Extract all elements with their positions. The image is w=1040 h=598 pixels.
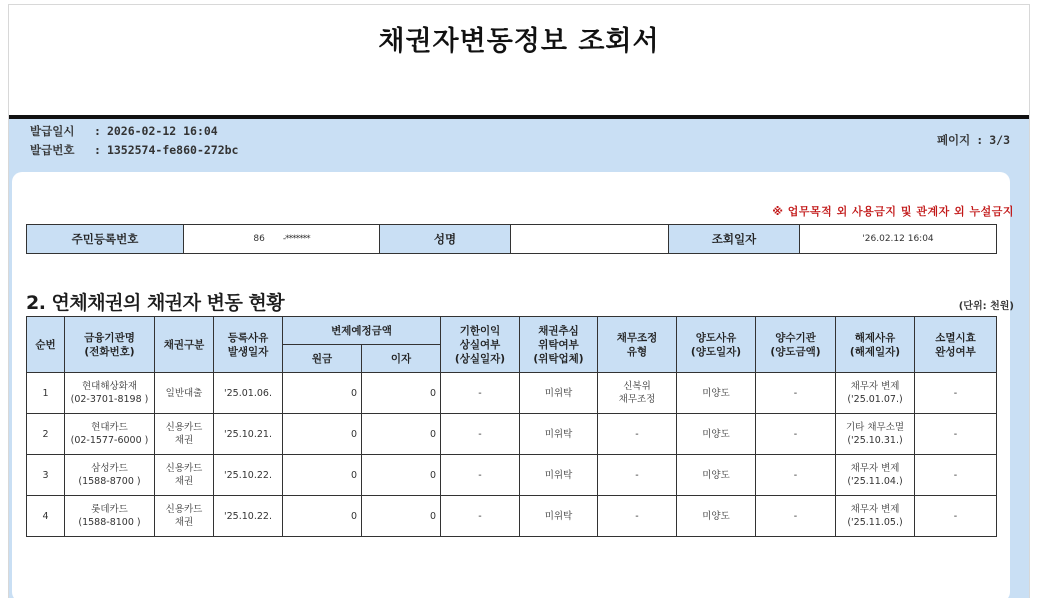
cell-bond-type (155, 455, 214, 496)
inquiry-date-value: '26.02.12 16:04 (800, 225, 997, 254)
header-transferee-l2: (양도금액) (770, 345, 821, 358)
cell-prescription: - (915, 455, 997, 496)
bond-type-l2: 채권 (174, 435, 194, 446)
cell-acceleration: - (441, 455, 520, 496)
release-l2: ('25.11.04.) (847, 476, 903, 487)
cell-seq: 4 (27, 496, 65, 537)
issue-number-line (30, 142, 239, 158)
cell-institution (65, 414, 155, 455)
cell-interest: 0 (362, 496, 441, 537)
release-l2: ('25.01.07.) (847, 394, 903, 405)
header-interest: 이자 (362, 345, 441, 373)
cell-prescription: - (915, 496, 997, 537)
cell-seq: 2 (27, 414, 65, 455)
cell-reg-date: '25.10.21. (214, 414, 283, 455)
issue-number-value: 1352574-fe860-272bc (106, 143, 239, 157)
header-accel-l2: 상실여부 (459, 338, 501, 351)
adjust-l1: 신복위 (623, 381, 651, 392)
bond-type-l1: 신용카드 (165, 504, 203, 515)
issue-date-separator: : (94, 124, 101, 138)
header-prescription-l2: 완성여부 (935, 345, 976, 358)
bond-type-l2: 채권 (174, 517, 194, 528)
name-label: 성명 (380, 225, 511, 254)
creditor-change-table (26, 316, 997, 537)
cell-adjustment (598, 414, 677, 455)
header-transfer-l1: 양도사유 (695, 331, 737, 344)
page-value: 3/3 (989, 133, 1010, 147)
page-indicator (937, 132, 1010, 148)
header-reg-l1: 등록사유 (227, 331, 269, 344)
cell-transfer: 미양도 (677, 455, 756, 496)
adjust-l1: - (635, 428, 639, 440)
cell-adjustment (598, 496, 677, 537)
header-seq-text: 순번 (35, 338, 56, 351)
cell-institution (65, 373, 155, 414)
cell-transferee: - (756, 373, 836, 414)
header-adjust-l1: 채무조정 (616, 331, 658, 344)
unit-label: (단위: 천원) (958, 301, 1014, 312)
cell-reg-date: '25.01.06. (214, 373, 283, 414)
header-acceleration (441, 317, 520, 373)
header-accel-l3: (상실일자) (454, 352, 506, 365)
cell-transfer: 미양도 (677, 496, 756, 537)
adjust-l1: - (635, 510, 639, 522)
cell-institution (65, 455, 155, 496)
header-transfer (677, 317, 756, 373)
cell-collection: 미위탁 (520, 496, 598, 537)
cell-acceleration: - (441, 496, 520, 537)
header-adjust-l2: 유형 (626, 345, 648, 358)
release-l1: 채무자 변제 (850, 463, 900, 474)
cell-prescription: - (915, 373, 997, 414)
header-release (836, 317, 915, 373)
table-row (27, 496, 997, 537)
cell-release (836, 455, 915, 496)
header-institution-l1: 금융기관명 (84, 331, 135, 344)
release-l2: ('25.10.31.) (847, 435, 903, 446)
header-prescription-l1: 소멸시효 (935, 331, 976, 344)
cell-adjustment (598, 455, 677, 496)
header-institution (65, 317, 155, 373)
rrn-masked: -******* (282, 234, 310, 244)
adjust-l2: 채무조정 (618, 394, 656, 405)
header-reg-l2: 발생일자 (227, 345, 269, 358)
header-transferee (756, 317, 836, 373)
bond-type-l1: 일반대출 (165, 387, 203, 399)
cell-reg-date: '25.10.22. (214, 455, 283, 496)
header-bond-type (155, 317, 214, 373)
identity-table (26, 224, 997, 254)
release-l1: 채무자 변제 (850, 504, 900, 515)
institution-name: 현대해상화재 (81, 381, 138, 392)
header-prescription (915, 317, 997, 373)
cell-interest: 0 (362, 373, 441, 414)
table-row (27, 373, 997, 414)
cell-collection: 미위탁 (520, 414, 598, 455)
issue-date-line (30, 123, 218, 139)
institution-name: 삼성카드 (91, 463, 128, 474)
institution-phone: (1588-8700 ) (78, 476, 141, 487)
table-header-row (27, 317, 997, 345)
issue-number-label: 발급번호 (30, 143, 75, 157)
cell-seq: 1 (27, 373, 65, 414)
cell-bond-type (155, 414, 214, 455)
header-adjustment (598, 317, 677, 373)
header-collect-l3: (위탁업체) (533, 352, 584, 365)
table-row (27, 455, 997, 496)
cell-bond-type (155, 373, 214, 414)
page-label: 페이지 (936, 133, 971, 147)
cell-release (836, 414, 915, 455)
adjust-l1: - (635, 469, 639, 481)
issue-date-value: 2026-02-12 16:04 (106, 124, 218, 138)
cell-principal: 0 (283, 414, 362, 455)
header-principal: 원금 (283, 345, 362, 373)
rrn-prefix: 86 (253, 234, 265, 244)
institution-name: 롯데카드 (91, 504, 128, 515)
release-l2: ('25.11.05.) (847, 517, 903, 528)
cell-prescription: - (915, 414, 997, 455)
rrn-value (184, 225, 380, 254)
header-transferee-l1: 양수기관 (775, 331, 816, 344)
inquiry-date-label: 조회일자 (669, 225, 800, 254)
header-collect-l1: 채권추심 (538, 324, 579, 337)
bond-type-l1: 신용카드 (165, 463, 203, 474)
cell-collection: 미위탁 (520, 455, 598, 496)
section-title: 2. 연체채권의 채권자 변동 현황 (26, 292, 285, 314)
header-transfer-l2: (양도일자) (690, 345, 742, 358)
document-title: 채권자변동정보 조회서 (378, 26, 660, 57)
release-l1: 채무자 변제 (850, 381, 900, 392)
cell-acceleration: - (441, 414, 520, 455)
header-registration (214, 317, 283, 373)
table-row (27, 414, 997, 455)
cell-transferee: - (756, 496, 836, 537)
cell-bond-type (155, 496, 214, 537)
cell-interest: 0 (362, 414, 441, 455)
header-accel-l1: 기한이익 (459, 324, 501, 337)
header-institution-l2: (전화번호) (84, 345, 135, 358)
page-separator: : (976, 133, 984, 147)
cell-seq: 3 (27, 455, 65, 496)
bond-type-l1: 신용카드 (165, 422, 203, 433)
issue-date-label: 발급일시 (30, 124, 75, 138)
header-repayment-group (283, 317, 441, 345)
cell-acceleration: - (441, 373, 520, 414)
institution-name: 현대카드 (91, 422, 128, 433)
institution-phone: (1588-8100 ) (78, 517, 141, 528)
cell-transferee: - (756, 455, 836, 496)
cell-collection: 미위탁 (520, 373, 598, 414)
cell-principal: 0 (283, 496, 362, 537)
name-value (511, 225, 669, 254)
header-collect-l2: 위탁여부 (538, 338, 579, 351)
header-collection (520, 317, 598, 373)
header-repay-group-text: 변제예정금액 (331, 324, 392, 337)
cell-transfer: 미양도 (677, 414, 756, 455)
release-l1: 기타 채무소멸 (845, 422, 905, 433)
cell-institution (65, 496, 155, 537)
issue-number-separator: : (94, 143, 101, 157)
cell-principal: 0 (283, 373, 362, 414)
header-release-l1: 해제사유 (854, 331, 896, 344)
cell-release (836, 373, 915, 414)
confidentiality-warning: ※ 업무목적 외 사용금지 및 관계자 외 누설금지 (772, 205, 1014, 218)
cell-interest: 0 (362, 455, 441, 496)
header-bond-type-text: 채권구분 (163, 338, 205, 351)
cell-release (836, 496, 915, 537)
institution-phone: (02-3701-8198 ) (70, 394, 149, 405)
cell-transferee: - (756, 414, 836, 455)
header-seq (27, 317, 65, 373)
bond-type-l2: 채권 (174, 476, 194, 487)
cell-adjustment (598, 373, 677, 414)
rrn-label: 주민등록번호 (27, 225, 184, 254)
institution-phone: (02-1577-6000 ) (70, 435, 149, 446)
cell-transfer: 미양도 (677, 373, 756, 414)
cell-principal: 0 (283, 455, 362, 496)
cell-reg-date: '25.10.22. (214, 496, 283, 537)
header-release-l2: (해제일자) (849, 345, 901, 358)
